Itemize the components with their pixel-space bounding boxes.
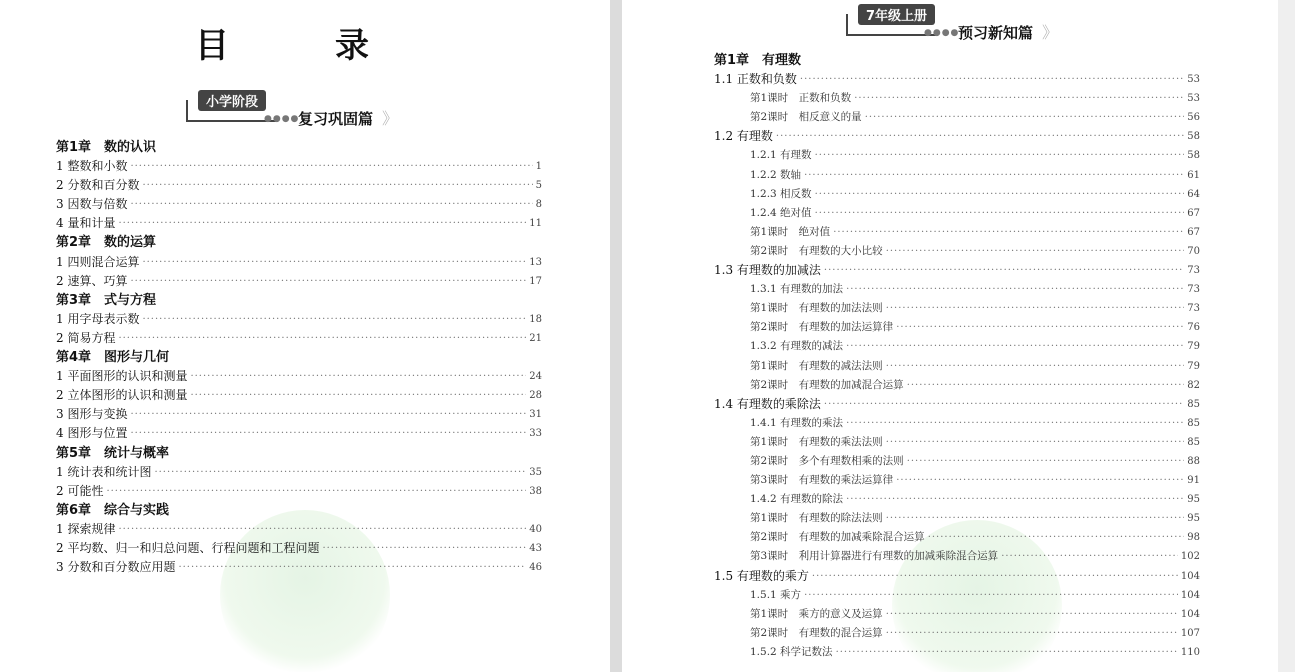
- leader-dots: [800, 70, 1184, 89]
- entry-title: 4 量和计量: [56, 216, 116, 231]
- leader-dots: [865, 108, 1185, 127]
- page-number: 88: [1187, 455, 1200, 467]
- toc-subentry[interactable]: [714, 586, 1200, 605]
- entry-title: 4 图形与位置: [56, 426, 128, 441]
- chapter-heading[interactable]: [714, 51, 1200, 70]
- page-number: 67: [1187, 207, 1200, 219]
- toc-entry[interactable]: [714, 261, 1200, 280]
- chevron-right-icon: 》: [382, 109, 399, 128]
- toc-entry[interactable]: [56, 214, 542, 233]
- leader-dots: [804, 586, 1178, 605]
- entry-title: 第2课时 有理数的混合运算: [750, 626, 883, 639]
- page-number: 70: [1187, 245, 1200, 257]
- leader-dots: [886, 624, 1178, 643]
- leader-dots: [178, 558, 526, 577]
- page-number: 13: [529, 256, 542, 268]
- toc-subentry[interactable]: [714, 528, 1200, 547]
- page-number: 35: [529, 466, 542, 478]
- toc-subentry[interactable]: [714, 452, 1200, 471]
- entry-title: 2 速算、巧算: [56, 273, 128, 288]
- leader-dots: [130, 424, 526, 443]
- leader-dots: [142, 176, 532, 195]
- entry-title: 第1课时 绝对值: [750, 225, 831, 238]
- page-number: 28: [529, 390, 542, 402]
- entry-title: 2 分数和百分数: [56, 178, 140, 193]
- right-page: [622, 0, 1278, 672]
- leader-dots: [907, 452, 1185, 471]
- entry-title: 1.2.2 数轴: [750, 168, 802, 181]
- leader-dots: [118, 520, 526, 539]
- page-title: 目 录: [195, 26, 405, 66]
- toc-entry[interactable]: [714, 70, 1200, 89]
- leader-dots: [833, 223, 1184, 242]
- toc-subentry[interactable]: [714, 414, 1200, 433]
- leader-dots: [886, 357, 1185, 376]
- badge-dots: ●●●●: [264, 114, 300, 124]
- entry-title: 第3章 式与方程: [56, 292, 157, 308]
- entry-title: 1.2.1 有理数: [750, 149, 812, 162]
- page-number: 104: [1180, 570, 1200, 582]
- entry-title: 第1章 数的认识: [56, 140, 157, 155]
- toc-subentry[interactable]: [714, 376, 1200, 395]
- leader-dots: [118, 214, 526, 233]
- leader-dots: [896, 318, 1184, 337]
- toc-entry[interactable]: [56, 253, 542, 272]
- page-number: 110: [1180, 646, 1200, 658]
- page-number: 79: [1187, 341, 1200, 353]
- entry-title: 第1课时 有理数的乘法法则: [750, 435, 883, 448]
- leader-dots: [928, 528, 1185, 547]
- entry-title: 1.5.2 科学记数法: [750, 645, 833, 658]
- entry-title: 第1课时 乘方的意义及运算: [750, 607, 883, 620]
- toc-subentry[interactable]: [714, 223, 1200, 242]
- page-number: 40: [529, 523, 542, 535]
- leader-dots: [130, 405, 526, 424]
- leader-dots: [130, 272, 526, 291]
- page-number: 73: [1187, 265, 1200, 277]
- page-number: 56: [1187, 112, 1200, 124]
- leader-dots: [896, 471, 1184, 490]
- toc-subentry[interactable]: [714, 299, 1200, 318]
- page-number: 18: [529, 313, 542, 325]
- entry-title: 1.4.2 有理数的除法: [750, 493, 844, 506]
- entry-title: 第5章 统计与概率: [56, 445, 170, 461]
- page-number: 43: [529, 542, 542, 554]
- leader-dots: [154, 463, 526, 482]
- entry-title: 3 图形与变换: [56, 407, 128, 422]
- toc-subentry[interactable]: [714, 242, 1200, 261]
- page-number: 85: [1187, 436, 1200, 448]
- leader-dots: [190, 386, 526, 405]
- entry-title: 1.3 有理数的加减法: [714, 263, 821, 278]
- entry-title: 1 平面图形的认识和测量: [56, 369, 188, 384]
- toc-entry[interactable]: [56, 310, 542, 329]
- toc-subentry[interactable]: [714, 643, 1200, 662]
- toc-entry[interactable]: [56, 539, 542, 558]
- toc-subentry[interactable]: [714, 624, 1200, 643]
- leader-dots: [142, 310, 526, 329]
- toc-subentry[interactable]: [714, 146, 1200, 165]
- toc-entry[interactable]: [714, 395, 1200, 414]
- page-number: 58: [1187, 131, 1200, 143]
- page-number: 1: [535, 161, 542, 173]
- badge-title: 复习巩固篇: [298, 110, 374, 128]
- page-number: 73: [1187, 284, 1200, 296]
- entry-title: 第1课时 正数和负数: [750, 92, 852, 105]
- leader-dots: [130, 195, 532, 214]
- toc-subentry[interactable]: [714, 490, 1200, 509]
- entry-title: 第2课时 有理数的加减混合运算: [750, 378, 904, 391]
- toc-subentry[interactable]: [714, 89, 1200, 108]
- page-number: 17: [529, 275, 542, 287]
- toc-entry[interactable]: [56, 405, 542, 424]
- entry-title: 1.3.1 有理数的加法: [750, 283, 844, 296]
- chevron-right-icon: 》: [1042, 23, 1059, 42]
- entry-title: 第2课时 有理数的加减乘除混合运算: [750, 531, 925, 544]
- toc-entry[interactable]: [56, 195, 542, 214]
- entry-title: 1.1 正数和负数: [714, 72, 797, 87]
- leader-dots: [824, 395, 1184, 414]
- page-number: 58: [1187, 150, 1200, 162]
- toc-entry[interactable]: [56, 367, 542, 386]
- leader-dots: [130, 157, 532, 176]
- page-number: 102: [1180, 551, 1200, 563]
- toc-subentry[interactable]: [714, 433, 1200, 452]
- entry-title: 1.2 有理数: [714, 129, 773, 144]
- toc-entry[interactable]: [56, 329, 542, 348]
- page-number: 82: [1187, 379, 1200, 391]
- entry-title: 第2课时 多个有理数相乘的法则: [750, 454, 904, 467]
- entry-title: 1.2.3 相反数: [750, 187, 812, 200]
- toc-subentry[interactable]: [714, 280, 1200, 299]
- section-badge: [186, 90, 416, 130]
- leader-dots: [886, 299, 1185, 318]
- leader-dots: [886, 509, 1185, 528]
- page-number: 76: [1187, 322, 1200, 334]
- leader-dots: [322, 539, 526, 558]
- page-number: 33: [529, 428, 542, 440]
- leader-dots: [776, 127, 1184, 146]
- toc-entry[interactable]: [714, 127, 1200, 146]
- leader-dots: [815, 185, 1185, 204]
- section-badge: [846, 4, 1076, 44]
- badge-title: 预习新知篇: [958, 24, 1034, 42]
- entry-title: 第2课时 有理数的加法运算律: [750, 321, 894, 334]
- toc-subentry[interactable]: [714, 605, 1200, 624]
- chapter-heading[interactable]: [56, 233, 542, 252]
- entry-title: 第6章 综合与实践: [56, 502, 170, 518]
- toc-entry[interactable]: [56, 272, 542, 291]
- leader-dots: [886, 433, 1185, 452]
- leader-dots: [142, 253, 526, 272]
- leader-dots: [815, 204, 1185, 223]
- page-number: 85: [1187, 398, 1200, 410]
- toc-list: [56, 138, 542, 577]
- page-number: 38: [529, 485, 542, 497]
- page-number: 21: [529, 332, 542, 344]
- leader-dots: [886, 605, 1178, 624]
- leader-dots: [836, 643, 1178, 662]
- entry-title: 1.3.2 有理数的减法: [750, 340, 844, 353]
- entry-title: 第1课时 有理数的加法法则: [750, 302, 883, 315]
- left-page: [0, 0, 610, 672]
- leader-dots: [812, 567, 1178, 586]
- toc-entry[interactable]: [56, 157, 542, 176]
- leader-dots: [106, 482, 526, 501]
- toc-entry[interactable]: [56, 386, 542, 405]
- chapter-heading[interactable]: [56, 291, 542, 310]
- page-number: 46: [529, 562, 542, 574]
- leader-dots: [846, 337, 1184, 356]
- chapter-heading[interactable]: [56, 444, 542, 463]
- page-number: 64: [1187, 188, 1200, 200]
- entry-title: 第1课时 有理数的除法法则: [750, 512, 883, 525]
- toc-subentry[interactable]: [714, 318, 1200, 337]
- entry-title: 第2章 数的运算: [56, 235, 157, 251]
- badge-tag: 7年级上册: [858, 4, 935, 25]
- leader-dots: [118, 329, 526, 348]
- page-number: 85: [1187, 417, 1200, 429]
- page-number: 5: [535, 180, 542, 192]
- toc-subentry[interactable]: [714, 357, 1200, 376]
- entry-title: 第3课时 有理数的乘法运算律: [750, 474, 894, 487]
- page-number: 61: [1187, 169, 1200, 181]
- toc-entry[interactable]: [56, 463, 542, 482]
- leader-dots: [1001, 547, 1178, 566]
- entry-title: 第4章 图形与几何: [56, 350, 170, 366]
- entry-title: 3 分数和百分数应用题: [56, 560, 176, 575]
- toc-subentry[interactable]: [714, 108, 1200, 127]
- chapter-heading[interactable]: [56, 138, 542, 157]
- toc-subentry[interactable]: [714, 204, 1200, 223]
- entry-title: 第1课时 有理数的减法法则: [750, 359, 883, 372]
- toc-entry[interactable]: [56, 558, 542, 577]
- page-gap: [610, 0, 622, 672]
- leader-dots: [804, 166, 1184, 185]
- entry-title: 第2课时 相反意义的量: [750, 111, 862, 124]
- toc-subentry[interactable]: [714, 547, 1200, 566]
- leader-dots: [190, 367, 526, 386]
- entry-title: 3 因数与倍数: [56, 197, 128, 212]
- badge-tag: 小学阶段: [198, 90, 266, 111]
- toc-subentry[interactable]: [714, 166, 1200, 185]
- page-number: 95: [1187, 513, 1200, 525]
- toc-subentry[interactable]: [714, 337, 1200, 356]
- toc-entry[interactable]: [56, 424, 542, 443]
- page-number: 98: [1187, 532, 1200, 544]
- page-number: 107: [1180, 627, 1200, 639]
- toc-entry[interactable]: [56, 482, 542, 501]
- page-number: 104: [1180, 608, 1200, 620]
- entry-title: 1.2.4 绝对值: [750, 206, 812, 219]
- entry-title: 2 简易方程: [56, 330, 116, 345]
- toc-entry[interactable]: [714, 567, 1200, 586]
- page-number: 73: [1187, 303, 1200, 315]
- entry-title: 1 统计表和统计图: [56, 464, 152, 479]
- toc-entry[interactable]: [56, 176, 542, 195]
- badge-dots: ●●●●: [924, 28, 960, 38]
- leader-dots: [815, 146, 1185, 165]
- leader-dots: [824, 261, 1184, 280]
- leader-dots: [854, 89, 1184, 108]
- entry-title: 1.4 有理数的乘除法: [714, 396, 821, 411]
- entry-title: 1 探索规律: [56, 521, 116, 536]
- page-number: 91: [1187, 475, 1200, 487]
- entry-title: 1 用字母表示数: [56, 311, 140, 326]
- entry-title: 1 四则混合运算: [56, 254, 140, 269]
- page-number: 67: [1187, 226, 1200, 238]
- page-number: 11: [529, 218, 542, 230]
- entry-title: 2 可能性: [56, 483, 104, 498]
- entry-title: 2 立体图形的认识和测量: [56, 388, 188, 403]
- entry-title: 1 整数和小数: [56, 159, 128, 174]
- page-number: 104: [1180, 589, 1200, 601]
- leader-dots: [886, 242, 1185, 261]
- page-number: 8: [535, 199, 542, 211]
- entry-title: 1.5 有理数的乘方: [714, 568, 809, 583]
- leader-dots: [846, 490, 1184, 509]
- entry-title: 第1章 有理数: [714, 53, 802, 68]
- toc-subentry[interactable]: [714, 471, 1200, 490]
- toc-subentry[interactable]: [714, 509, 1200, 528]
- toc-entry[interactable]: [56, 520, 542, 539]
- page-number: 31: [529, 409, 542, 421]
- entry-title: 第3课时 利用计算器进行有理数的加减乘除混合运算: [750, 550, 999, 563]
- scrollbar[interactable]: [1278, 0, 1295, 672]
- leader-dots: [846, 280, 1184, 299]
- page-number: 53: [1187, 93, 1200, 105]
- toc-subentry[interactable]: [714, 185, 1200, 204]
- leader-dots: [846, 414, 1184, 433]
- entry-title: 2 平均数、归一和归总问题、行程问题和工程问题: [56, 540, 320, 555]
- entry-title: 1.4.1 有理数的乘法: [750, 416, 844, 429]
- page-number: 24: [529, 371, 542, 383]
- page-number: 79: [1187, 360, 1200, 372]
- page-number: 95: [1187, 494, 1200, 506]
- chapter-heading[interactable]: [56, 501, 542, 520]
- entry-title: 第2课时 有理数的大小比较: [750, 244, 883, 257]
- chapter-heading[interactable]: [56, 348, 542, 367]
- leader-dots: [907, 376, 1185, 395]
- page-number: 53: [1187, 74, 1200, 86]
- toc-list: [714, 51, 1200, 662]
- entry-title: 1.5.1 乘方: [750, 588, 802, 601]
